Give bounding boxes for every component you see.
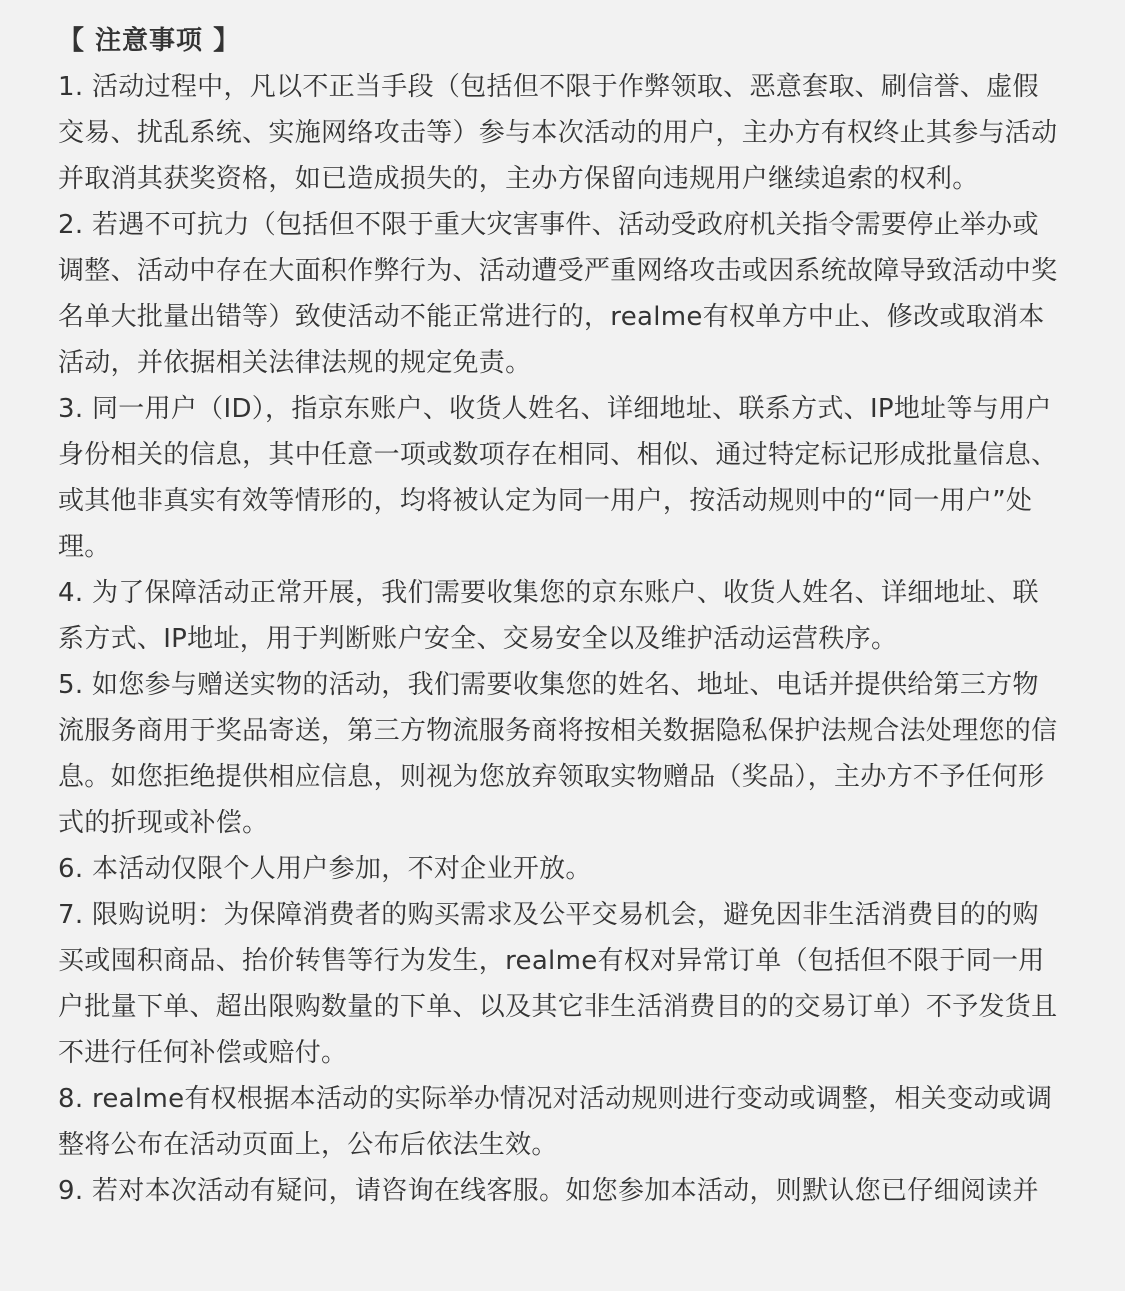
- notice-item-4: 4. 为了保障活动正常开展，我们需要收集您的京东账户、收货人姓名、详细地址、联系方式、IP地址，用于判断账户安全、交易安全以及维护活动运营秩序。: [58, 578, 1039, 654]
- notice-list: [58, 64, 1065, 1214]
- notice-item-6: 6. 本活动仅限个人用户参加，不对企业开放。: [58, 854, 592, 884]
- notice-item-7: 7. 限购说明：为保障消费者的购买需求及公平交易机会，避免因非生活消费目的的购买或囤积商品、抬价转售等行为发生，realme有权对异常订单（包括但不限于同一用户批量下单、超出限购数量的下单、以及其它非生活消费目的的交易订单）不予发货且不进行任何补偿或赔付。: [58, 900, 1058, 1068]
- notice-item-5: 5. 如您参与赠送实物的活动，我们需要收集您的姓名、地址、电话并提供给第三方物流服务商用于奖品寄送，第三方物流服务商将按相关数据隐私保护法规合法处理您的信息。如您拒绝提供相应信息，则视为您放弃领取实物赠品（奖品），主办方不予任何形式的折现或补偿。: [58, 670, 1058, 838]
- notice-title: 【 注意事项 】: [58, 26, 241, 56]
- notice-item-1: 1. 活动过程中，凡以不正当手段（包括但不限于作弊领取、恶意套取、刷信誉、虚假交易、扰乱系统、实施网络攻击等）参与本次活动的用户，主办方有权终止其参与活动并取消其获奖资格，如已造成损失的，主办方保留向违规用户继续追索的权利。: [58, 72, 1058, 194]
- notice-item-3: 3. 同一用户（ID），指京东账户、收货人姓名、详细地址、联系方式、IP地址等与用户身份相关的信息，其中任意一项或数项存在相同、相似、通过特定标记形成批量信息、或其他非真实有效等情形的，均将被认定为同一用户，按活动规则中的“同一用户”处理。: [58, 394, 1058, 562]
- notice-item-2: 2. 若遇不可抗力（包括但不限于重大灾害事件、活动受政府机关指令需要停止举办或调整、活动中存在大面积作弊行为、活动遭受严重网络攻击或因系统故障导致活动中奖名单大批量出错等）致使活动不能正常进行的，realme有权单方中止、修改或取消本活动，并依据相关法律法规的规定免责。: [58, 210, 1058, 378]
- notice-item-9: 9. 若对本次活动有疑问，请咨询在线客服。如您参加本活动，则默认您已仔细阅读并: [58, 1176, 1039, 1206]
- notice-item-8: 8. realme有权根据本活动的实际举办情况对活动规则进行变动或调整，相关变动或调整将公布在活动页面上，公布后依法生效。: [58, 1084, 1053, 1160]
